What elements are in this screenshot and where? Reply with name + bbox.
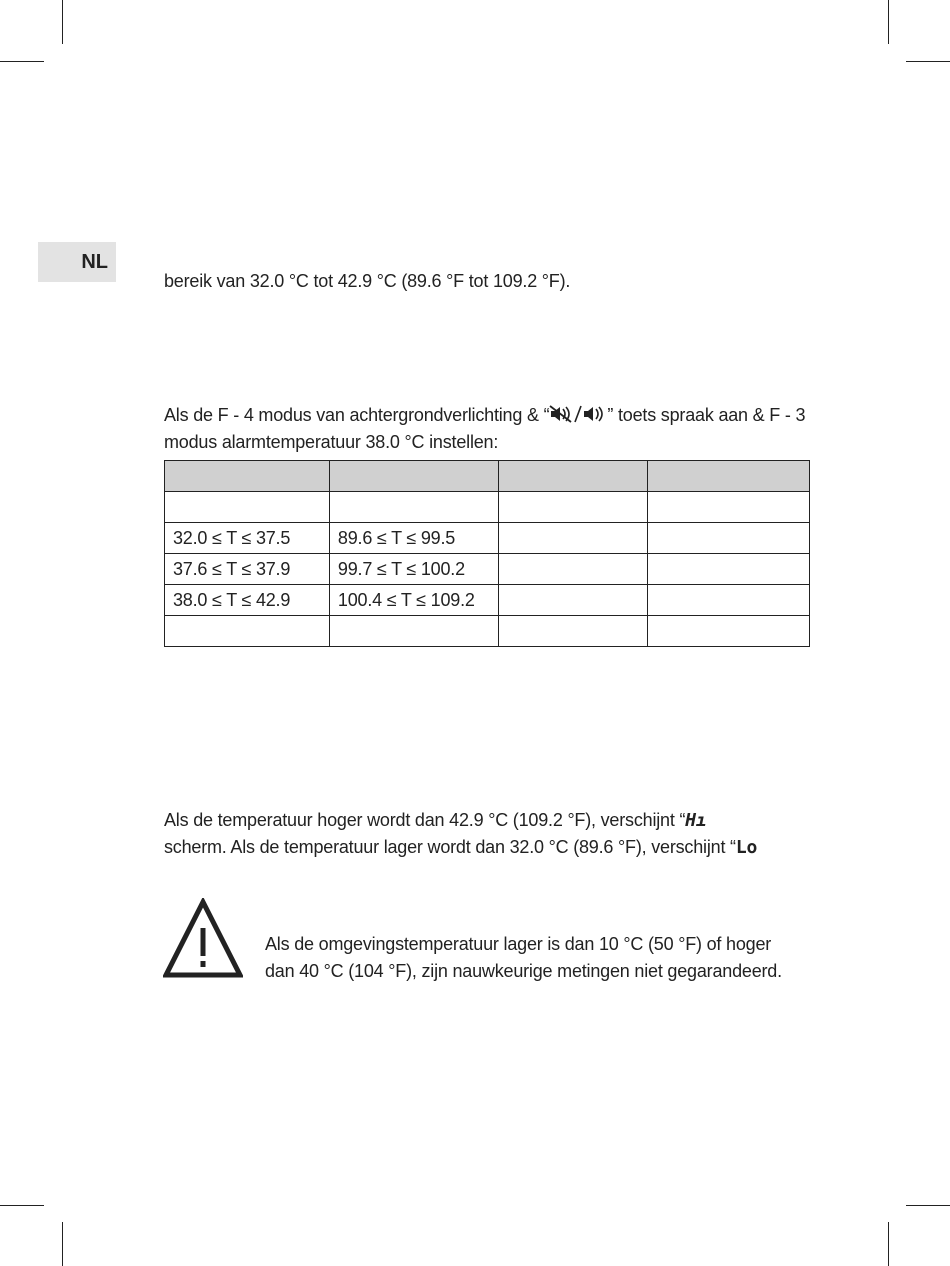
settings-line-1-suffix: ” toets spraak aan & F - 3	[607, 405, 806, 425]
table-cell	[498, 523, 648, 554]
out-of-range-line-2	[164, 836, 757, 859]
table-cell: 99.7 ≤ T ≤ 100.2	[329, 554, 498, 585]
table-cell	[329, 492, 498, 523]
table-cell	[648, 585, 810, 616]
table-cell	[648, 554, 810, 585]
out-of-range-line-1-prefix: Als de temperatuur hoger wordt dan 42.9 °C (109.2 °F), verschijnt “	[164, 810, 686, 830]
table-row	[165, 616, 810, 647]
speaker-mute-unmute-icon	[549, 404, 607, 429]
crop-mark	[62, 0, 63, 44]
crop-mark	[906, 61, 950, 62]
crop-mark	[0, 61, 44, 62]
lo-code: Lo	[735, 837, 758, 858]
table-cell	[498, 616, 648, 647]
table-cell: 37.6 ≤ T ≤ 37.9	[165, 554, 330, 585]
table-row	[165, 492, 810, 523]
table-cell	[498, 492, 648, 523]
out-of-range-line-1	[164, 809, 707, 832]
table-row	[165, 585, 810, 616]
table-cell	[648, 616, 810, 647]
table-cell: 100.4 ≤ T ≤ 109.2	[329, 585, 498, 616]
table-cell	[165, 616, 330, 647]
table-cell	[329, 461, 498, 492]
table-row	[165, 554, 810, 585]
table-cell	[329, 616, 498, 647]
language-label: NL	[81, 250, 108, 273]
warning-line-2: dan 40 °C (104 °F), zijn nauwkeurige metingen niet gegarandeerd.	[265, 961, 782, 981]
table-cell	[648, 461, 810, 492]
table-cell	[648, 492, 810, 523]
settings-line-1-prefix: Als de F - 4 modus van achtergrondverlichting & “	[164, 405, 550, 425]
crop-mark	[888, 1222, 889, 1266]
table-cell	[648, 523, 810, 554]
range-text: bereik van 32.0 °C tot 42.9 °C (89.6 °F tot 109.2 °F).	[164, 271, 571, 291]
crop-mark	[62, 1222, 63, 1266]
crop-mark	[906, 1205, 950, 1206]
table-row	[165, 523, 810, 554]
hi-code: Hı	[685, 810, 707, 831]
table-cell	[165, 461, 330, 492]
language-tab	[38, 242, 116, 282]
warning-triangle-icon	[163, 898, 243, 983]
table-cell	[498, 554, 648, 585]
settings-line-2: modus alarmtemperatuur 38.0 °C instellen:	[164, 432, 499, 452]
temperature-table	[164, 460, 810, 647]
settings-line-1	[164, 404, 805, 429]
table-cell: 38.0 ≤ T ≤ 42.9	[165, 585, 330, 616]
table-cell	[498, 461, 648, 492]
crop-mark	[888, 0, 889, 44]
table-cell	[498, 585, 648, 616]
crop-mark	[0, 1205, 44, 1206]
table-cell: 32.0 ≤ T ≤ 37.5	[165, 523, 330, 554]
table-header-row	[165, 461, 810, 492]
table-cell: 89.6 ≤ T ≤ 99.5	[329, 523, 498, 554]
warning-line-1: Als de omgevingstemperatuur lager is dan 10 °C (50 °F) of hoger	[265, 934, 772, 954]
out-of-range-line-2-prefix: scherm. Als de temperatuur lager wordt dan 32.0 °C (89.6 °F), verschijnt “	[164, 837, 736, 857]
table-cell	[165, 492, 330, 523]
